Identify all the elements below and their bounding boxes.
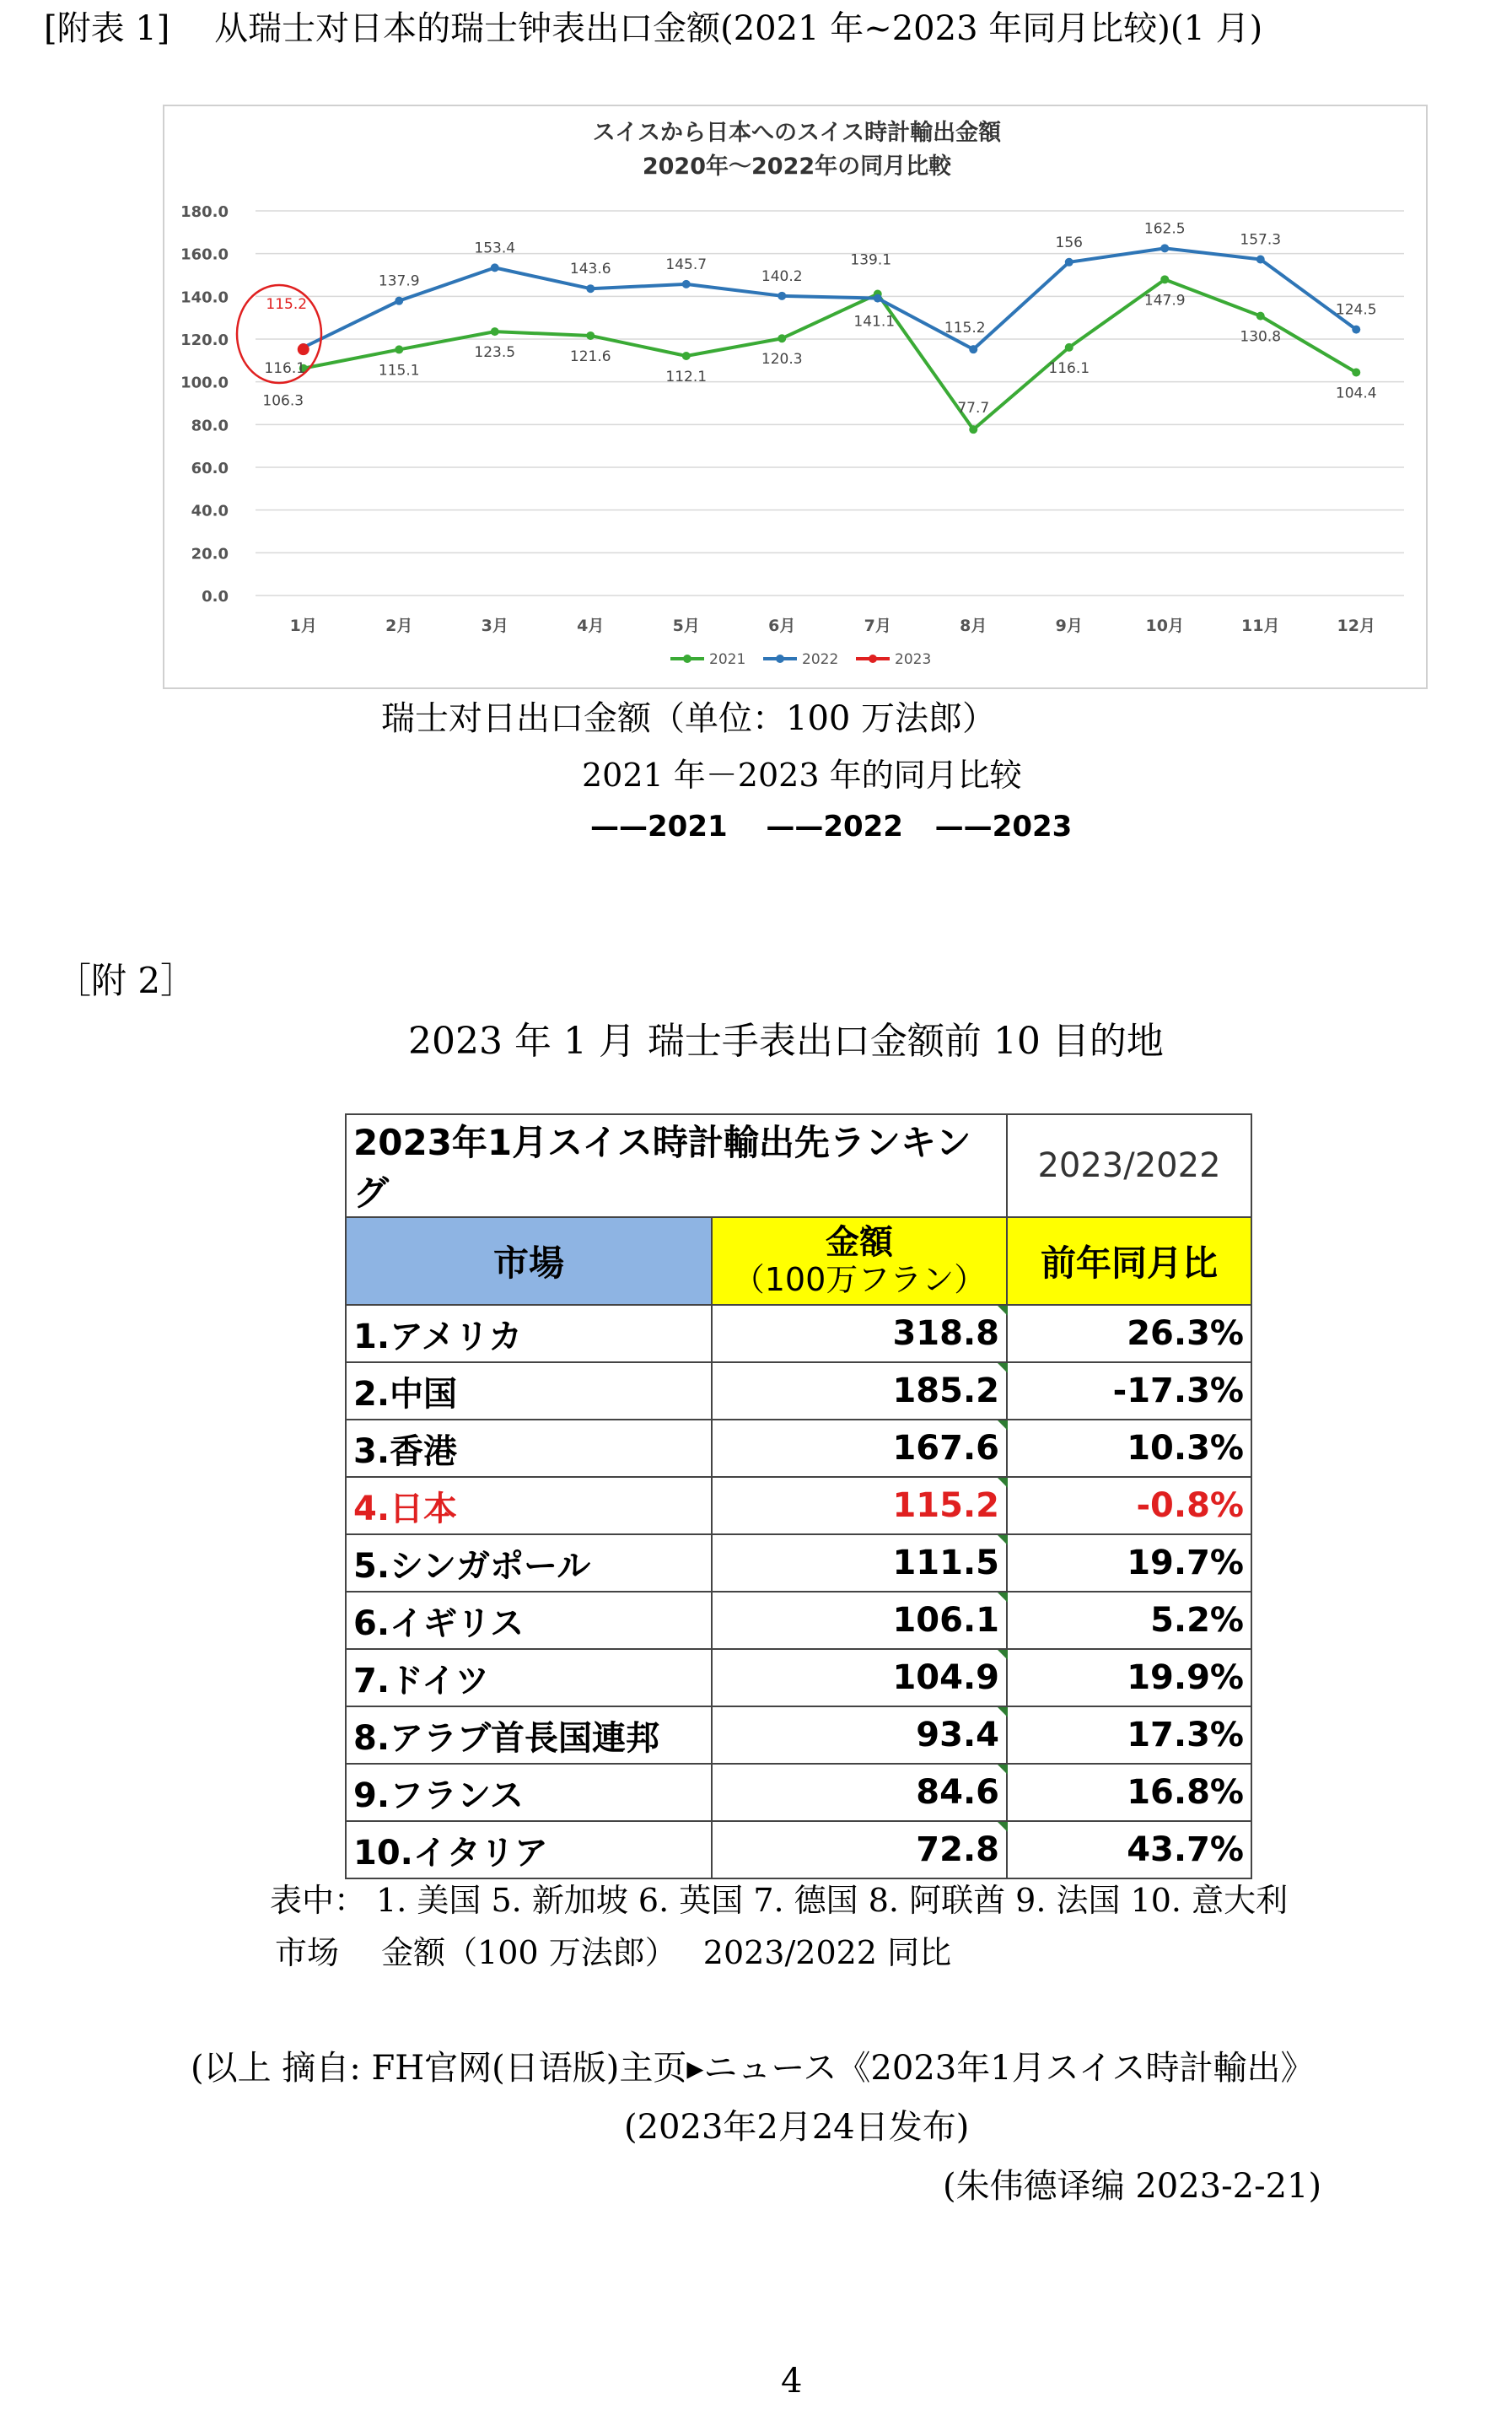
data-label-2022: 137.9 [378,272,420,290]
market-cell-text: 2.中国 [353,1374,458,1414]
table-row [346,1534,1251,1592]
table-row [346,1764,1251,1821]
amount-cell [712,1706,1007,1764]
fig1-note-legend [590,810,1072,843]
data-point-2022 [1352,326,1360,334]
market-cell-text: 5.シンガポール [353,1546,591,1586]
market-cell [346,1821,712,1878]
data-point-2021 [1065,343,1073,352]
data-point-2021 [1256,312,1265,321]
table-row [346,1305,1251,1362]
data-label-2022: 145.7 [665,256,708,273]
ratio-cell [1007,1477,1251,1534]
data-labels [262,220,1376,417]
y-tick-label: 160.0 [180,245,229,264]
amount-cell [712,1305,1007,1362]
ratio-cell [1007,1821,1251,1878]
x-tick-label: 9月 [1055,617,1083,635]
y-tick-label: 140.0 [180,288,229,307]
cell-marker [998,1535,1008,1545]
amount-cell-text: 185.2 [892,1372,999,1410]
data-point-2022 [969,345,977,353]
data-point-2021 [682,352,691,360]
ratio-cell [1007,1764,1251,1821]
ratio-cell-text: 5.2% [1150,1601,1244,1640]
fig1-note-line1: 瑞士对日出口金额（单位：100 万法郎） [381,699,997,738]
table-year-compare: 2023/2022 [1007,1114,1251,1217]
data-point-2021 [395,345,403,353]
amount-cell [712,1649,1007,1706]
market-cell-text: 6.イギリス [353,1603,525,1643]
x-tick-label: 7月 [864,617,891,635]
data-point-2022 [778,292,786,300]
amount-cell-text: 111.5 [892,1544,999,1582]
data-label-2022: 153.4 [474,240,516,257]
col-header-amount-line2: （100万フラン） [732,1261,987,1299]
data-label-2021: 121.6 [569,348,611,365]
market-cell [346,1592,712,1649]
data-label-2021: 115.1 [378,362,420,380]
cell-marker [998,1650,1008,1660]
cell-marker [998,1420,1008,1431]
legend-marker-2021 [683,655,691,663]
amount-cell [712,1477,1007,1534]
amount-cell [712,1592,1007,1649]
ratio-cell [1007,1305,1251,1362]
data-point-2022 [1256,256,1265,264]
legend-label-2022: 2022 [802,651,839,668]
data-point-2022 [1065,258,1073,267]
amount-cell-text: 106.1 [892,1601,999,1640]
market-cell [346,1649,712,1706]
data-point-2021 [1352,369,1360,377]
x-tick-label: 11月 [1241,617,1280,635]
x-tick-label: 2月 [385,617,413,635]
amount-cell-text: 318.8 [892,1314,999,1353]
source-line1: (以上 摘自: FH官网(日语版)主页▸ニュース《2023年1月スイス時計輸出》 [191,2049,1315,2088]
y-tick-label: 80.0 [191,417,229,435]
table-row [346,1477,1251,1534]
data-point-2022 [395,297,403,305]
market-cell-text: 3.香港 [353,1431,458,1471]
cell-marker [998,1306,1008,1316]
col-header-amount [712,1217,1007,1305]
data-label-2022: 143.6 [569,261,611,278]
data-point-2021 [778,334,786,342]
data-label-2022: 140.2 [761,267,803,285]
y-tick-label: 180.0 [180,203,229,221]
data-label-2022: 139.1 [850,251,892,269]
fig2-title: 2023 年 1 月 瑞士手表出口金额前 10 目的地 [408,1020,1164,1063]
market-cell-text: 4.日本 [353,1489,458,1528]
market-cell-text: 10.イタリア [353,1833,548,1873]
data-point-2021 [491,327,499,336]
x-tick-label: 1月 [289,617,317,635]
legend-label-2023: 2023 [895,651,932,668]
table-row [346,1362,1251,1420]
table-row [346,1706,1251,1764]
y-tick-label: 20.0 [191,545,229,563]
data-point-2022 [1160,244,1169,252]
ratio-cell [1007,1362,1251,1420]
table-note-line2: 市场 金额（100 万法郎） 2023/2022 同比 [275,1934,952,1971]
col-header-ratio: 前年同月比 [1007,1217,1251,1305]
ratio-cell [1007,1649,1251,1706]
market-cell [346,1706,712,1764]
amount-cell [712,1764,1007,1821]
data-point-2021 [1160,275,1169,283]
table-row [346,1592,1251,1649]
ratio-cell-text: 19.9% [1127,1658,1244,1697]
y-tick-label: 120.0 [180,331,229,349]
ratio-cell [1007,1420,1251,1477]
y-axis-ticks [180,203,229,606]
data-label-2021: 120.3 [761,351,803,369]
gridlines [256,211,1404,596]
legend-marker-2023 [869,655,877,663]
market-cell [346,1420,712,1477]
ratio-cell-text: 19.7% [1127,1544,1244,1582]
fig2-label: ［附 2］ [56,960,196,1001]
chart-frame [163,105,1428,689]
market-cell-text: 1.アメリカ [353,1317,523,1356]
market-cell-text: 8.アラブ首長国連邦 [353,1718,660,1758]
data-label-2022: 124.5 [1335,301,1377,319]
ranking-table [345,1113,1252,1879]
ratio-cell-text: -0.8% [1136,1486,1244,1525]
ratio-cell-text: 16.8% [1127,1773,1244,1812]
data-point-2022 [874,294,882,303]
x-tick-label: 10月 [1145,617,1184,635]
cell-marker [998,1593,1008,1603]
x-tick-label: 5月 [672,617,700,635]
ratio-cell-text: 26.3% [1127,1314,1244,1353]
data-label-2021: 123.5 [474,344,516,362]
table-row [346,1649,1251,1706]
x-tick-label: 3月 [481,617,508,635]
data-label-2021: 106.3 [262,392,304,410]
chart-subtitle: 2020年～2022年の同月比較 [642,154,952,180]
series-line-2021 [304,279,1357,429]
amount-cell-text: 93.4 [916,1716,999,1754]
cell-marker [998,1822,1008,1832]
cell-marker [998,1478,1008,1488]
data-point-2021 [969,425,977,434]
data-point-2021 [586,331,595,340]
data-label-2022: 115.2 [944,320,986,337]
table-row [346,1420,1251,1477]
ratio-cell [1007,1534,1251,1592]
cell-marker [998,1765,1008,1775]
line-chart [164,106,1429,691]
market-cell [346,1305,712,1362]
x-tick-label: 8月 [960,617,987,635]
chart-legend [670,651,931,668]
data-label-2021: 112.1 [665,369,708,386]
data-label-2021: 77.7 [957,400,990,418]
amount-cell-text: 167.6 [892,1429,999,1468]
data-label-2021: 104.4 [1335,385,1377,402]
ratio-cell [1007,1592,1251,1649]
x-tick-label: 12月 [1337,617,1375,635]
data-label-2021: 116.1 [1048,359,1090,377]
legend-2023-text: ——2023 [934,810,1073,843]
data-label-2021: 147.9 [1143,292,1186,310]
legend-marker-2022 [776,655,784,663]
ratio-cell-text: -17.3% [1112,1372,1244,1410]
ratio-cell-text: 17.3% [1127,1716,1244,1754]
data-point-2022 [491,263,499,272]
data-label-2022: 162.5 [1143,220,1186,238]
market-cell [346,1534,712,1592]
amount-cell [712,1534,1007,1592]
col-header-market: 市場 [346,1217,712,1305]
amount-cell [712,1362,1007,1420]
data-label-2022: 116.1 [264,359,306,377]
source-line2: (2023年2月24日发布) [624,2108,970,2147]
table-body [346,1305,1251,1878]
market-cell-text: 7.ドイツ [353,1661,490,1700]
market-cell-text: 9.フランス [353,1776,524,1815]
market-cell [346,1477,712,1534]
legend-label-2021: 2021 [709,651,746,668]
x-tick-label: 6月 [768,617,796,635]
table-note-line1: 表中： 1. 美国 5. 新加坡 6. 英国 7. 德国 8. 阿联酋 9. 法国 10. 意大利 [270,1882,1289,1919]
x-axis-ticks [290,617,1375,635]
legend-2021-text: ——2021 [590,810,728,843]
ratio-cell-text: 10.3% [1127,1429,1244,1468]
amount-cell [712,1420,1007,1477]
amount-cell-text: 84.6 [916,1773,999,1812]
fig1-caption: [附表 1] 从瑞士对日本的瑞士钟表出口金额(2021 年~2023 年同月比较)(1 月) [44,9,1263,48]
chart-title: スイスから日本へのスイス時計輸出金額 [592,120,1002,146]
x-tick-label: 4月 [577,617,605,635]
data-label-2022: 157.3 [1240,231,1282,249]
y-tick-label: 0.0 [202,588,229,606]
legend-2022-text: ——2022 [766,810,903,843]
data-label-2023: 115.2 [266,296,308,314]
market-cell [346,1362,712,1420]
data-point-2022 [586,284,595,293]
amount-cell-text: 115.2 [892,1486,999,1525]
amount-cell [712,1821,1007,1878]
data-point-2023 [298,343,309,355]
fig1-note-line2: 2021 年－2023 年的同月比较 [582,757,1022,794]
data-label-2021: 130.8 [1240,328,1282,346]
table-title: 2023年1月スイス時計輸出先ランキング [346,1114,1007,1217]
col-header-amount-line1: 金額 [826,1223,893,1263]
market-cell [346,1764,712,1821]
page-number: 4 [781,2362,803,2401]
translator-credit: (朱伟德译编 2023-2-21) [943,2167,1322,2206]
data-label-2022: 156 [1055,234,1083,251]
cell-marker [998,1707,1008,1717]
amount-cell-text: 72.8 [916,1830,999,1869]
ratio-cell-text: 43.7% [1127,1830,1244,1869]
series-line-2022 [304,248,1357,349]
y-tick-label: 40.0 [191,502,229,520]
cell-marker [998,1363,1008,1373]
table-row [346,1821,1251,1878]
amount-cell-text: 104.9 [892,1658,999,1697]
data-label-2021: 141.1 [853,313,896,331]
y-tick-label: 60.0 [191,460,229,477]
y-tick-label: 100.0 [180,374,229,392]
ratio-cell [1007,1706,1251,1764]
data-point-2022 [682,280,691,288]
